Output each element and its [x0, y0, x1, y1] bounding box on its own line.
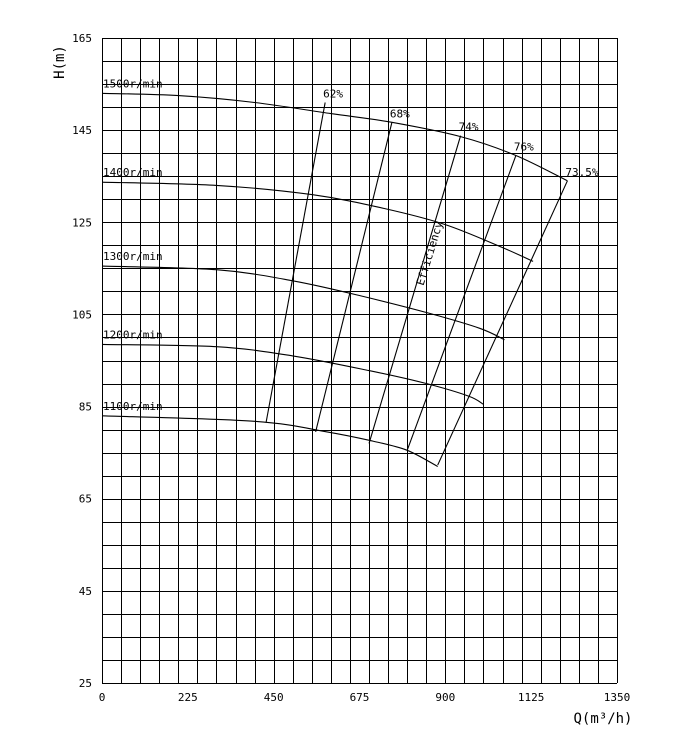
x-tick-label: 450: [263, 691, 284, 704]
speed-curve: [102, 182, 533, 264]
efficiency-label: 73.5%: [565, 165, 599, 179]
efficiency-label: 76%: [513, 140, 534, 154]
speed-curve-label: 1500r/min: [103, 77, 163, 91]
efficiency-line: [369, 136, 461, 444]
efficiency-label: 74%: [458, 120, 479, 134]
y-tick-label: 145: [72, 124, 92, 138]
efficiency-line: [316, 122, 392, 432]
x-tick-label: 900: [435, 691, 456, 704]
efficiency-lines: [266, 88, 599, 466]
x-tick-label: 0: [98, 691, 106, 704]
y-tick-label: 45: [78, 584, 92, 598]
y-tick-label: 25: [78, 677, 92, 690]
efficiency-line: [438, 181, 568, 465]
speed-curve-label: 1400r/min: [103, 166, 163, 180]
y-tick-label: 125: [72, 216, 92, 230]
speed-curve-label: 1100r/min: [103, 399, 163, 413]
x-tick-label: 225: [177, 691, 198, 704]
tick-labels: [72, 32, 630, 704]
speed-curves: [102, 77, 567, 466]
y-tick-label: 85: [78, 400, 92, 414]
speed-curve: [102, 93, 567, 181]
y-tick-label: 165: [72, 32, 92, 45]
efficiency-label: 68%: [389, 107, 410, 121]
x-axis-label: Q(m³/h): [573, 711, 633, 727]
speed-curve: [102, 416, 438, 467]
x-tick-label: 1125: [517, 691, 545, 704]
efficiency-annotation: Efficiency: [413, 219, 446, 288]
y-tick-label: 105: [72, 308, 92, 322]
efficiency-label: 62%: [323, 87, 344, 101]
x-tick-label: 675: [349, 691, 370, 704]
y-tick-label: 65: [78, 492, 92, 506]
y-axis-label: H(m): [52, 45, 68, 79]
x-tick-label: 1350: [603, 691, 631, 704]
speed-curve-label: 1200r/min: [103, 328, 163, 342]
speed-curve-label: 1300r/min: [103, 250, 163, 264]
grid: [102, 38, 618, 684]
